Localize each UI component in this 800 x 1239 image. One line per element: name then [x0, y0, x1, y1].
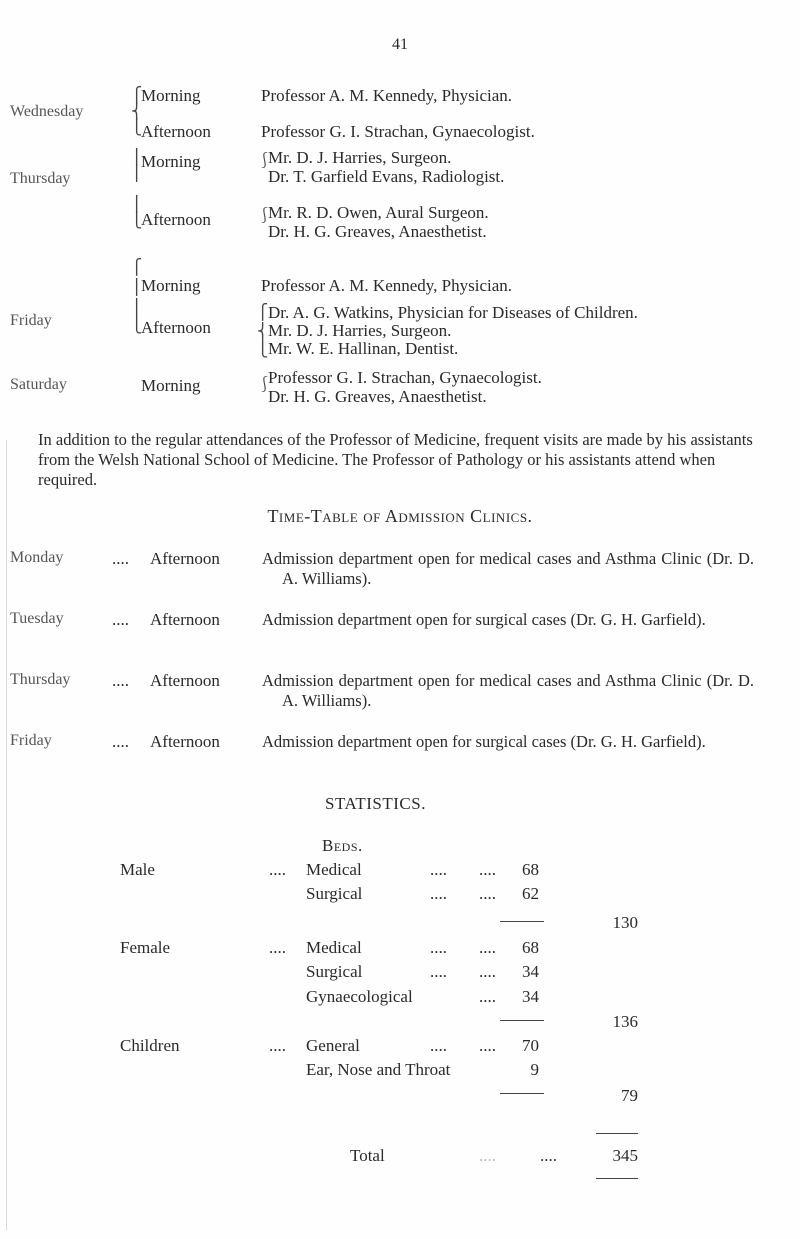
rota-staff: Dr. H. G. Greaves, Anaesthetist.	[268, 222, 487, 241]
rota-staff: Mr. D. J. Harries, Surgeon.	[268, 148, 452, 167]
clinic-description-text: Admission department open for surgical cases (Dr. G. H. Garfield).	[262, 610, 706, 629]
row-leader: ....	[269, 1036, 286, 1055]
subtotal-rule	[500, 1093, 544, 1094]
page-number: 41	[392, 36, 408, 53]
row-leader: ....	[479, 987, 496, 1006]
rota-staff: Mr. R. D. Owen, Aural Surgeon.	[268, 203, 489, 222]
rota-staff: Professor A. M. Kennedy, Physician.	[261, 276, 513, 295]
rota-session: Morning	[141, 86, 201, 105]
rota-day: Thursday	[10, 170, 71, 187]
bed-count: 34	[522, 962, 539, 981]
bed-count: 62	[522, 884, 539, 903]
row-leader: ....	[269, 860, 286, 879]
row-leader: ....	[479, 1036, 496, 1055]
clinic-day: Thursday	[10, 671, 71, 688]
subtotal-rule	[500, 921, 544, 922]
brace-glyph: ⎨	[131, 104, 143, 120]
row-leader: ....	[430, 1036, 447, 1055]
row-leader: ....	[479, 938, 496, 957]
bed-category: Medical	[306, 860, 362, 879]
page-margin-shadow	[6, 440, 7, 1230]
rota-day: Wednesday	[10, 103, 84, 120]
brace-glyph: ⎩	[131, 318, 143, 334]
bed-category: Ear, Nose and Throat	[306, 1060, 451, 1079]
group-label: Female	[120, 938, 171, 957]
bed-count: 9	[530, 1060, 539, 1079]
brace-glyph: ⎨	[257, 324, 269, 340]
rota-staff: Professor G. I. Strachan, Gynaecologist.	[261, 122, 535, 141]
beds-subheading: Beds.	[322, 836, 363, 855]
clinic-session: Afternoon	[150, 671, 220, 690]
rota-session: Morning	[141, 152, 201, 171]
clinic-description	[262, 549, 754, 589]
rota-staff: Professor G. I. Strachan, Gynaecologist.	[268, 368, 542, 387]
row-leader: ....	[430, 938, 447, 957]
rota-staff: Dr. T. Garfield Evans, Radiologist.	[268, 167, 505, 186]
bed-category: Surgical	[306, 962, 363, 981]
rota-staff: Dr. H. G. Greaves, Anaesthetist.	[268, 387, 487, 406]
clinic-session: Afternoon	[150, 610, 220, 629]
brace-glyph: ⎪	[131, 280, 143, 296]
row-leader: ....	[479, 962, 496, 981]
bed-category: Surgical	[306, 884, 363, 903]
rota-staff: Mr. D. J. Harries, Surgeon.	[268, 321, 452, 340]
statistics-heading: STATISTICS.	[325, 794, 426, 813]
brace-glyph: ⎰	[257, 208, 273, 224]
clinic-session: Afternoon	[150, 549, 220, 568]
clinic-day: Monday	[10, 549, 64, 566]
brace-glyph: ⎪	[131, 197, 143, 213]
clinic-day: Friday	[10, 732, 52, 749]
rota-day: Saturday	[10, 376, 67, 393]
brace-glyph: ⎩	[131, 213, 143, 229]
brace-glyph: ⎩	[257, 342, 269, 358]
row-leader: ....	[540, 1146, 557, 1165]
rota-staff: Professor A. M. Kennedy, Physician.	[261, 86, 513, 105]
brace-glyph: ⎪	[131, 300, 143, 316]
attendance-note: In addition to the regular attendances of the Professor of Medicine, frequent visits are made by his assistants from the Welsh National School of Medicine. The Professor of Pathology or his assistants attend when required.	[38, 430, 753, 489]
row-leader: ....	[269, 938, 286, 957]
rota-session: Afternoon	[141, 122, 211, 141]
bed-category: General	[306, 1036, 360, 1055]
row-leader: ....	[430, 884, 447, 903]
bed-count: 70	[522, 1036, 539, 1055]
grand-total: 345	[612, 1146, 638, 1165]
clinic-leader: ....	[112, 671, 129, 690]
row-leader: ....	[479, 860, 496, 879]
subtotal-rule	[500, 1020, 544, 1021]
clinic-description	[262, 671, 754, 711]
clinics-heading: Time-Table of Admission Clinics.	[267, 506, 533, 526]
rota-staff: Dr. A. G. Watkins, Physician for Diseases of Children.	[268, 303, 638, 322]
clinic-session: Afternoon	[150, 732, 220, 751]
rota-day: Friday	[10, 312, 52, 329]
group-subtotal: 130	[612, 913, 638, 932]
clinic-description	[262, 732, 754, 752]
bed-count: 68	[522, 938, 539, 957]
total-rule	[596, 1133, 638, 1134]
rota-session: Morning	[141, 376, 201, 395]
group-subtotal: 136	[612, 1012, 638, 1031]
brace-glyph: ⎧	[131, 260, 143, 276]
total-label: Total	[350, 1146, 385, 1165]
total-rule	[596, 1178, 638, 1179]
clinic-leader: ....	[112, 610, 129, 629]
rota-staff: Mr. W. E. Hallinan, Dentist.	[268, 339, 459, 358]
brace-glyph: ⎧	[257, 305, 269, 321]
brace-glyph: ⎪	[131, 166, 143, 182]
row-leader: ....	[479, 884, 496, 903]
clinic-leader: ....	[112, 549, 129, 568]
bed-category: Gynaecological	[306, 987, 413, 1006]
bed-count: 68	[522, 860, 539, 879]
clinic-day: Tuesday	[10, 610, 64, 627]
row-leader: ....	[479, 1146, 496, 1165]
row-leader: ....	[430, 860, 447, 879]
bed-count: 34	[522, 987, 539, 1006]
rota-session: Afternoon	[141, 210, 211, 229]
clinic-description	[262, 610, 754, 630]
clinic-description-text: Admission department open for medical cases and Asthma Clinic (Dr. D. A. Williams).	[262, 671, 754, 710]
brace-glyph: ⎰	[257, 153, 273, 169]
rota-session: Afternoon	[141, 318, 211, 337]
clinic-leader: ....	[112, 732, 129, 751]
group-label: Male	[120, 860, 155, 879]
clinic-description-text: Admission department open for surgical cases (Dr. G. H. Garfield).	[262, 732, 706, 751]
clinic-description-text: Admission department open for medical cases and Asthma Clinic (Dr. D. A. Williams).	[262, 549, 754, 588]
group-subtotal: 79	[621, 1086, 638, 1105]
brace-glyph: ⎪	[131, 150, 143, 166]
bed-category: Medical	[306, 938, 362, 957]
brace-glyph: ⎩	[131, 120, 143, 136]
row-leader: ....	[430, 962, 447, 981]
brace-glyph: ⎧	[131, 88, 143, 104]
group-label: Children	[120, 1036, 180, 1055]
rota-session: Morning	[141, 276, 201, 295]
brace-glyph: ⎰	[257, 377, 273, 393]
